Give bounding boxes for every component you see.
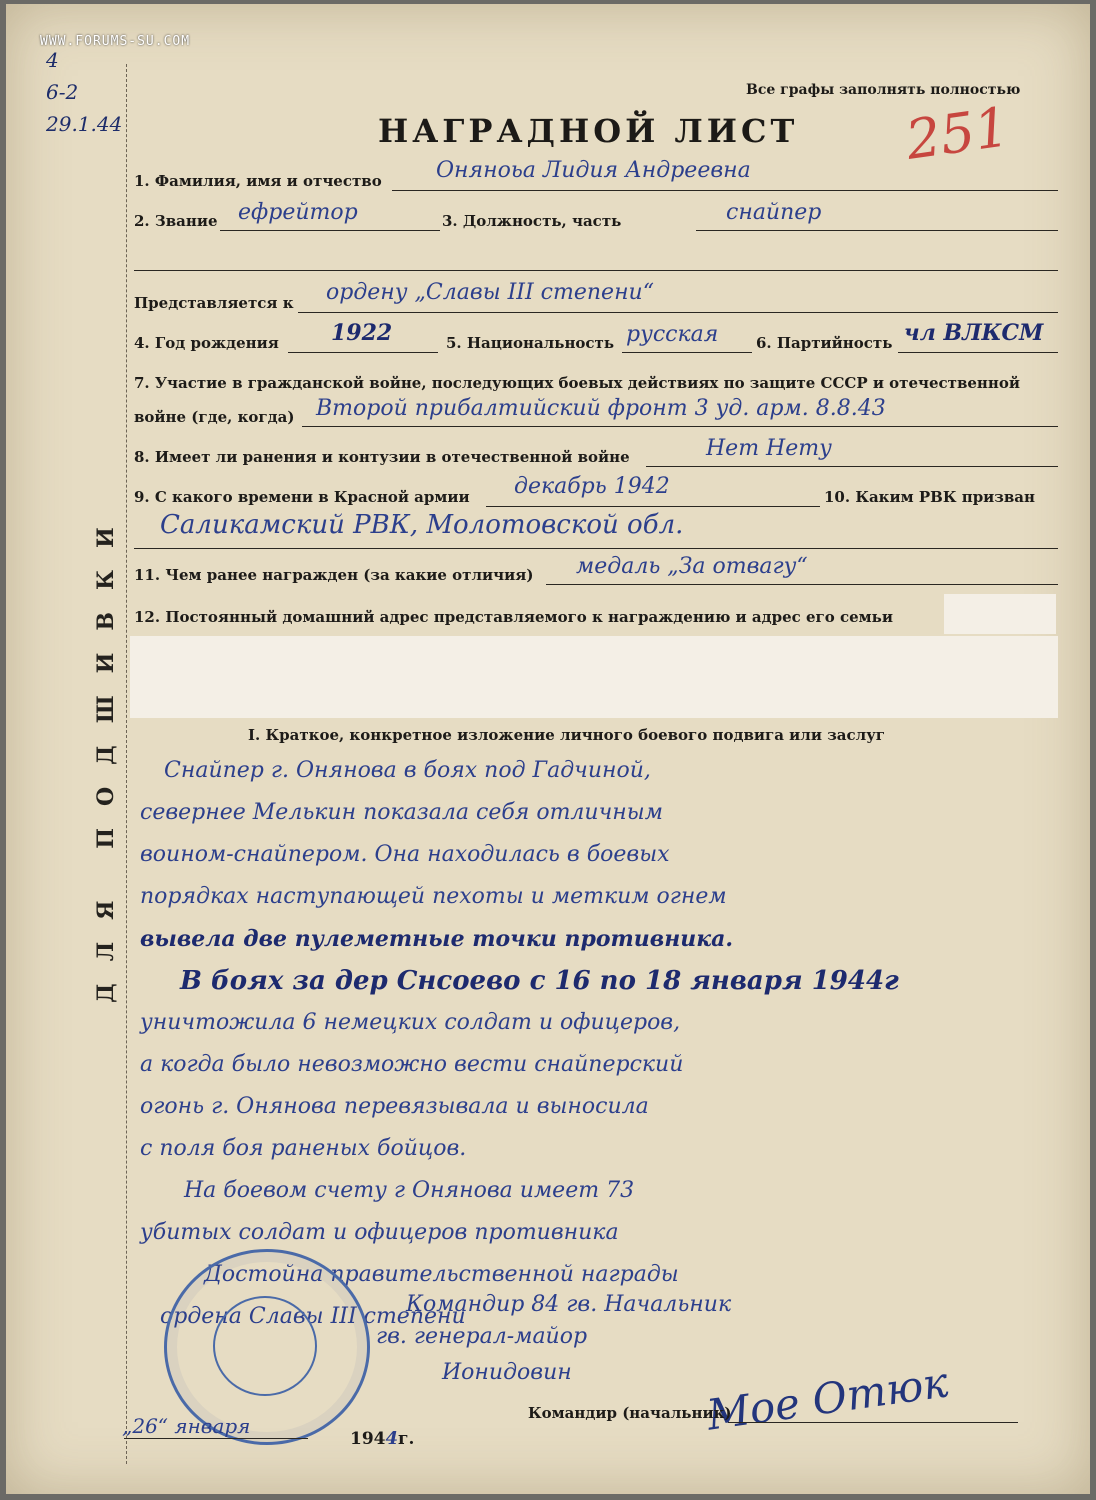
field-3-line [696,230,1058,231]
field-1-label: 1. Фамилия, имя и отчество [134,172,382,190]
narrative-line: огонь г. Онянова перевязывала и выносила [140,1094,649,1119]
commander-note: Командир 84 гв. Начальник [406,1292,732,1317]
redaction-box [944,594,1056,634]
commander-line [728,1422,1018,1423]
field-1-value: Оняноьа Лидия Андреевна [436,158,751,183]
field-11-value: медаль „За отвагу“ [576,554,808,579]
corner-note: 29.1.44 [46,112,123,136]
commander-label: Командир (начальник) [528,1404,732,1422]
field-9-label: 9. С какого времени в Красной армии [134,488,470,506]
field-3-label: 3. Должность, часть [442,212,622,230]
field-9-value: декабрь 1942 [514,474,670,499]
signature: Мое Отюк [703,1357,952,1440]
field-8-line [646,466,1058,467]
instruction-text: Все графы заполнять полностью [746,82,1021,98]
narrative-line: вывела две пулеметные точки противника. [140,926,734,952]
field-6-line [898,352,1058,353]
narrative-line: На боевом счету г Онянова имеет 73 [184,1178,635,1203]
section-heading: I. Краткое, конкретное изложение личного боевого подвига или заслуг [248,726,885,744]
field-8-label: 8. Имеет ли ранения и контузии в отечественной войне [134,448,630,466]
field-3-value: снайпер [726,200,822,225]
narrative-line: Достойна правительственной награды [204,1262,679,1287]
field-7-label-2: войне (где, когда) [134,408,295,426]
corner-notes [46,44,122,140]
narrative-line: уничтожила 6 немецких солдат и офицеров, [140,1010,681,1035]
nomination-value: ордену „Славы III степени“ [326,280,654,305]
award-sheet [6,4,1090,1494]
corner-note: 6-2 [46,80,79,104]
field-5-label: 5. Национальность [446,334,615,352]
date-handwritten: „26“ января [122,1414,251,1438]
field-11-label: 11. Чем ранее награжден (за какие отличия) [134,566,534,584]
narrative-line: севернее Мелькин показала себя отличным [140,800,663,825]
field-8-value: Нет Нету [706,436,832,461]
nomination-label: Представляется к [134,294,294,312]
field-5-value: русская [626,322,719,347]
field-4-label: 4. Год рождения [134,334,279,352]
field-5-line [622,352,752,353]
narrative-line: порядках наступающей пехоты и метким огнем [140,884,727,909]
date-line [124,1438,308,1439]
field-2-line [220,230,440,231]
field-7-label: 7. Участие в гражданской войне, последующих боевых действиях по защите СССР и отечественной [134,374,1021,392]
field-10-line [134,548,1058,549]
narrative-line: убитых солдат и офицеров противника [140,1220,619,1245]
narrative-line: Снайпер г. Онянова в боях под Гадчиной, [164,758,651,783]
field-6-label: 6. Партийность [756,334,893,352]
field-7-value: Второй прибалтийский фронт 3 уд. арм. 8.8.43 [316,396,886,421]
field-12-label: 12. Постоянный домашний адрес представляемого к награждению и адрес его семьи [134,608,893,626]
commander-note: Ионидовин [442,1360,572,1385]
field-9-line [486,506,820,507]
field-10-value: Саликамский РВК, Молотовской обл. [160,510,684,540]
redaction-box [130,636,1058,718]
field-4-line [288,352,438,353]
field-1-line [392,190,1058,191]
field-11-line [546,584,1058,585]
year-field: 1944г. [350,1428,415,1449]
narrative-line: с поля боя раненых бойцов. [140,1136,467,1161]
field-2-label: 2. Звание [134,212,218,230]
narrative-line: воином-снайпером. Она находилась в боевых [140,842,670,867]
field-6-value: чл ВЛКСМ [904,320,1044,346]
narrative-line: В боях за дер Снсоево с 16 по 18 января 1944г [180,966,899,996]
narrative-line: а когда было невозможно вести снайперский [140,1052,684,1077]
watermark: WWW.FORUMS-SU.COM [40,34,191,49]
corner-note: 4 [46,48,59,72]
field-7-line [302,426,1058,427]
field-10-label: 10. Каким РВК призван [824,488,1036,506]
nomination-line [298,312,1058,313]
commander-note: гв. генерал-майор [376,1324,588,1349]
narrative-line: ордена Славы III степени [160,1304,466,1329]
red-number: 251 [902,95,1013,172]
field-4-value: 1922 [331,320,393,346]
page-title: НАГРАДНОЙ ЛИСТ [378,112,799,150]
margin-rule [126,64,127,1464]
field-2-value: ефрейтор [238,200,358,225]
blank-line [134,270,1058,271]
margin-label: ДЛЯ ПОДШИВКИ [93,505,119,1003]
